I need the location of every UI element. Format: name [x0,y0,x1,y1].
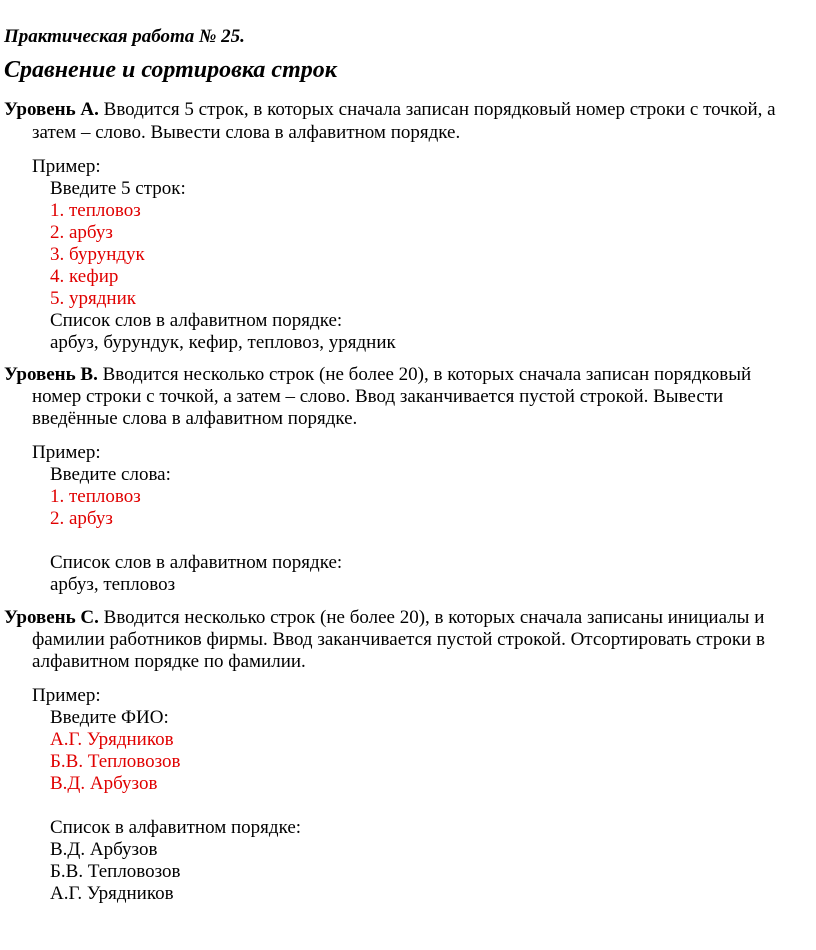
level-c-input-1: А.Г. Урядников [50,729,174,750]
level-a-prompt: Введите 5 строк: [50,178,186,199]
level-b-input-2: 2. арбуз [50,508,113,529]
level-b-result-label: Список слов в алфавитном порядке: [50,552,343,573]
level-b-description-line1 [4,364,751,386]
level-b-description-line3: введённые слова в алфавитном порядке. [32,408,358,429]
level-c-description-line1 [4,607,764,629]
level-c-text: Вводится несколько строк (не более 20), в которых сначала записаны инициалы и [98,607,765,628]
level-c-result-3: А.Г. Урядников [50,883,174,904]
level-a-input-4: 4. кефир [50,266,119,287]
level-a-result-label: Список слов в алфавитном порядке: [50,310,343,331]
level-b-prompt: Введите слова: [50,464,171,485]
page-title: Практическая работа № 25. [4,26,245,47]
level-a-text: Вводится 5 строк, в которых сначала записан порядковый номер строки с точкой, а [98,99,776,120]
level-a-description-line2: затем – слово. Вывести слова в алфавитном порядке. [32,122,461,143]
level-a-label: Уровень A. [4,99,99,120]
level-c-result-1: В.Д. Арбузов [50,839,158,860]
level-b-example-label: Пример: [32,442,101,463]
level-c-input-3: В.Д. Арбузов [50,773,158,794]
level-c-label: Уровень C. [4,607,99,628]
level-c-prompt: Введите ФИО: [50,707,169,728]
level-b-text: Вводится несколько строк (не более 20), в которых сначала записан порядковый [97,364,752,385]
level-a-result: арбуз, бурундук, кефир, тепловоз, урядник [50,332,396,353]
level-a-input-3: 3. бурундук [50,244,145,265]
level-b-label: Уровень B. [4,364,98,385]
level-b-description-line2: номер строки с точкой, а затем – слово. Ввод заканчивается пустой строкой. Вывести [32,386,724,407]
level-c-input-2: Б.В. Тепловозов [50,751,181,772]
level-c-result-label: Список в алфавитном порядке: [50,817,302,838]
page-subtitle: Сравнение и сортировка строк [4,57,337,83]
level-c-result-2: Б.В. Тепловозов [50,861,181,882]
level-a-input-2: 2. арбуз [50,222,113,243]
level-a-input-1: 1. тепловоз [50,200,141,221]
level-c-description-line2: фамилии работников фирмы. Ввод заканчивается пустой строкой. Отсортировать строки в [32,629,765,650]
level-b-result: арбуз, тепловоз [50,574,176,595]
level-b-input-1: 1. тепловоз [50,486,141,507]
level-a-description-line1 [4,99,776,121]
level-c-description-line3: алфавитном порядке по фамилии. [32,651,306,672]
level-c-example-label: Пример: [32,685,101,706]
level-a-example-label: Пример: [32,156,101,177]
level-a-input-5: 5. урядник [50,288,136,309]
